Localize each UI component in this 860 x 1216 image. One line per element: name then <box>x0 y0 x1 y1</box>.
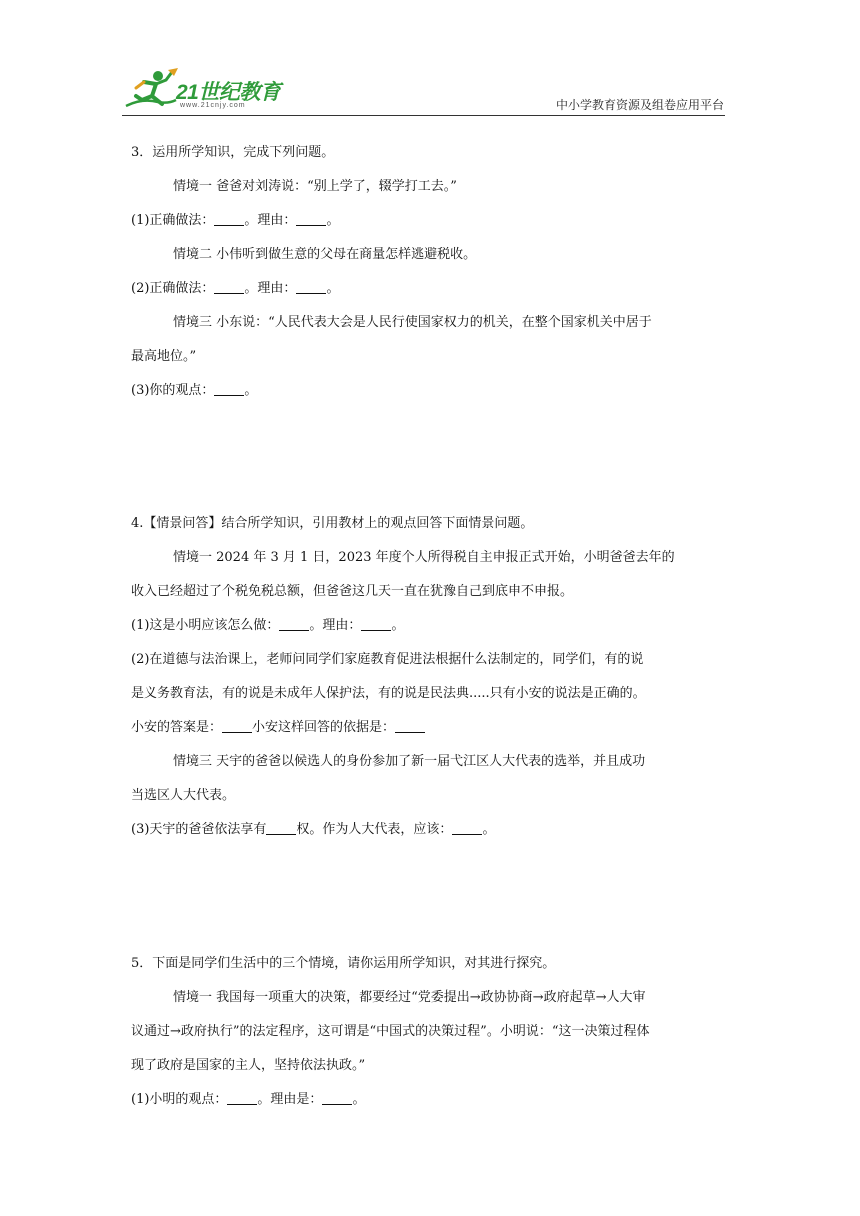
answer-label: (3)你的观点： <box>131 383 215 398</box>
reason-label: 。理由： <box>244 281 297 296</box>
punctuation: 。 <box>482 822 496 837</box>
duty-blank <box>452 822 482 835</box>
answer-blank <box>214 213 244 226</box>
q4-answer-1 <box>131 617 404 635</box>
q3-title: 3．运用所学知识，完成下列问题。 <box>131 145 335 160</box>
q3-scenario-3-line1: 情境三 小东说：“人民代表大会是人民行使国家权力的机关，在整个国家机关中居于 <box>173 315 652 330</box>
answer-label: 小安的答案是： <box>131 720 223 735</box>
punctuation: 。 <box>326 281 340 296</box>
q5-title: 5．下面是同学们生活中的三个情境，请你运用所学知识，对其进行探究。 <box>131 956 556 971</box>
answer-blank <box>214 383 244 396</box>
q3-scenario-1: 情境一 爸爸对刘涛说：“别上学了，辍学打工去。” <box>173 179 457 194</box>
q4-answer-2-line3 <box>131 719 425 737</box>
answer-blank <box>222 720 252 733</box>
q4-answer-3 <box>131 821 495 839</box>
answer-label: (3)天宇的爸爸依法享有 <box>131 822 267 837</box>
q5-answer-1 <box>131 1091 365 1109</box>
reason-blank <box>296 213 326 226</box>
reason-blank <box>296 281 326 294</box>
page-header <box>0 0 860 120</box>
q3-answer-3 <box>131 382 257 400</box>
q3-answer-2 <box>131 280 339 298</box>
basis-label: 小安这样回答的依据是： <box>252 720 396 735</box>
basis-blank <box>395 720 425 733</box>
punctuation: 。 <box>326 213 340 228</box>
q4-scenario-1-line2: 收入已经超过了个税免税总额，但爸爸这几天一直在犹豫自己到底申不申报。 <box>131 584 574 599</box>
q3-answer-1 <box>131 212 339 230</box>
answer-label: (2)正确做法： <box>131 281 215 296</box>
runner-logo-icon <box>122 68 178 112</box>
reason-blank <box>361 618 391 631</box>
logo-text: 21世纪教育 <box>176 81 281 104</box>
q5-scenario-1-line2: 议通过→政府执行”的法定程序，这可谓是“中国式的决策过程”。小明说：“这一决策过程体 <box>131 1024 650 1039</box>
logo-url: www.21cnjy.com <box>180 102 246 109</box>
q4-scenario-3-line2: 当选区人大代表。 <box>131 788 236 803</box>
answer-blank <box>214 281 244 294</box>
reason-label: 。理由： <box>309 618 362 633</box>
answer-blank <box>279 618 309 631</box>
platform-title: 中小学教育资源及组卷应用平台 <box>555 98 724 112</box>
answer-label: (1)这是小明应该怎么做： <box>131 618 280 633</box>
header-divider <box>122 115 725 116</box>
q4-scenario-3-line1: 情境三 天宇的爸爸以候选人的身份参加了新一届弋江区人大代表的选举，并且成功 <box>173 754 646 769</box>
duty-label: 权。作为人大代表，应该： <box>296 822 453 837</box>
punctuation: 。 <box>244 383 258 398</box>
q4-title: 4.【情景问答】结合所学知识，引用教材上的观点回答下面情景问题。 <box>131 516 534 531</box>
q4-scenario-1-line1: 情境一 2024 年 3 月 1 日，2023 年度个人所得税自主申报正式开始，小明爸爸去年的 <box>173 550 675 565</box>
right-blank <box>266 822 296 835</box>
q3-scenario-2: 情境二 小伟听到做生意的父母在商量怎样逃避税收。 <box>173 247 477 262</box>
answer-label: (1)小明的观点： <box>131 1092 228 1107</box>
punctuation: 。 <box>352 1092 366 1107</box>
q5-scenario-1-line1: 情境一 我国每一项重大的决策，都要经过“党委提出→政协协商→政府起草→人大审 <box>173 990 646 1005</box>
logo <box>122 68 292 118</box>
reason-label: 。理由： <box>244 213 297 228</box>
reason-label: 。理由是： <box>257 1092 323 1107</box>
punctuation: 。 <box>391 618 405 633</box>
q3-scenario-3-line2: 最高地位。” <box>131 349 197 364</box>
answer-blank <box>227 1092 257 1105</box>
q4-answer-2-line2: 是义务教育法，有的说是未成年人保护法，有的说是民法典.....只有小安的说法是正确的。 <box>131 686 646 701</box>
reason-blank <box>322 1092 352 1105</box>
answer-label: (1)正确做法： <box>131 213 215 228</box>
q5-scenario-1-line3: 现了政府是国家的主人，坚持依法执政。” <box>131 1058 366 1073</box>
q4-answer-2-line1: (2)在道德与法治课上，老师问同学们家庭教育促进法根据什么法制定的，同学们，有的说 <box>131 652 644 667</box>
